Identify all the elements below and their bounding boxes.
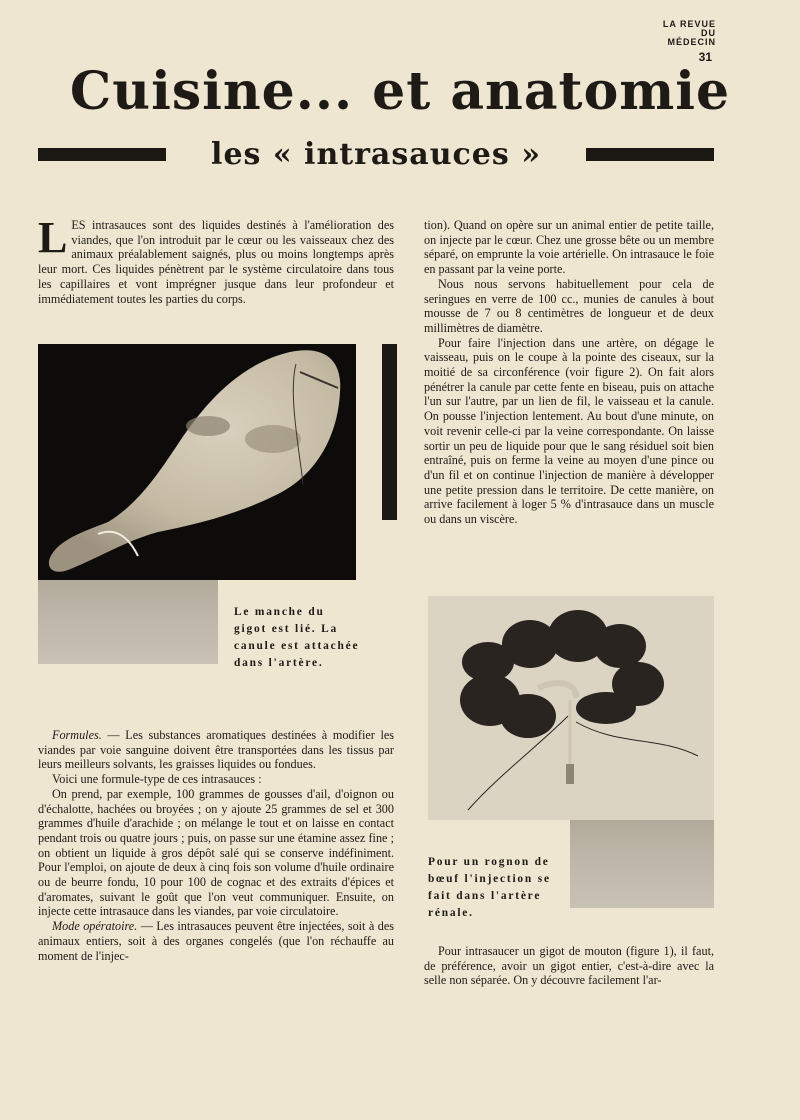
- column2-lower: [424, 944, 714, 988]
- kidney-illustration: [428, 596, 714, 820]
- page-number: 31: [698, 50, 712, 64]
- col2-para-2: Nous nous servons habituellement pour cela de seringues en verre de 100 cc., munies de canules à bout mousse de 7 ou 8 centimètres de longueur et de deux millimètres de diamètre.: [424, 276, 714, 335]
- formules-text: — Les substances aromatiques destinées à modifier les viandes par voie sanguine doivent être transportées dans les tissus par leurs meilleurs solvants, les graisses liquides ou fondues.: [38, 728, 394, 772]
- page-title: Cuisine... et anatomie: [69, 61, 731, 122]
- figure-gigot-photo: [38, 344, 356, 580]
- caption-fig2: Pour un rognon de bœuf l'injection se fait dans l'artère rénale.: [428, 856, 551, 919]
- gigot-illustration: [38, 344, 356, 580]
- mode-label: Mode opératoire.: [52, 919, 138, 934]
- masthead-line3: MÉDECIN: [667, 37, 716, 47]
- column2-upper: [424, 218, 714, 527]
- masthead: [663, 20, 716, 47]
- masthead-line1: LA REVUE: [662, 19, 716, 29]
- drop-cap: L: [38, 213, 68, 262]
- intro-text: ES intrasauces sont des liquides destinés à l'amélioration des viandes, que l'on introduit par le cœur ou les vaisseaux chez des animaux préalablement saignés, plus ou moins longtemps après leur mort. Ces liquides pénètrent par le système circulatoire dans tous les capillaires et vont imprégner jusque dans leur profondeur et immédiatement toutes les parties du corps.: [38, 218, 394, 306]
- col2-para-3: Pour faire l'injection dans une artère, on dégage le vaisseau, puis on le coupe à la pointe des ciseaux, sur la moitié de sa circonférence (voir figure 2). On fait alors pénétrer la canule par cette fente en biseau, puis on attache l'un sur l'autre, par un lien de fil, le vaisseau et la canule. On pousse l'injection lentement. Au bout d'une minute, on voit revenir celle-ci par la veine correspondante. On laisse sortir un peu de liquide pour que le sang résiduel soit bien entraîné, puis on ferme la veine au moyen d'une pince ou d'un fil et on continue l'injection de manière à développer une petite pression dans le territoire. De cette manière, on arrive facilement à loger 5 % d'intrasauce dans un muscle ou dans un viscère.: [424, 335, 714, 527]
- caption-fig1: Le manche du gigot est lié. La canule est attachée dans l'artère.: [234, 606, 360, 669]
- formula-recipe: On prend, par exemple, 100 grammes de gousses d'ail, d'oignon ou d'échalotte, hachées ou broyées ; on y ajoute 25 grammes de sel et 300 grammes d'huile d'arachide ; on mélange le tout et on laisse en contact pendant trois ou quatre jours ; puis, on passe sur une étamine assez fine ; on obtient un liquide à gros dépôt salé qui se conserve indéfiniment. Pour l'emploi, on ajoute de deux à cinq fois son volume d'huile ordinaire ou de beurre fondu, 10 pour 100 de cognac et des extraits d'épices et d'aromates, suivant le goût que l'on veut communiquer. Ensuite, on injecte cette intrasauce dans les viandes, par voie circulatoire.: [38, 786, 394, 919]
- grey-panel-fig2: [570, 820, 714, 908]
- subtitle-rule-left: [38, 148, 166, 161]
- column1-lower: [38, 728, 394, 963]
- formula-intro: Voici une formule-type de ces intrasauces :: [52, 772, 262, 787]
- subtitle-row: [38, 137, 714, 171]
- intro-paragraph: [38, 213, 394, 306]
- subtitle-rule-right: [586, 148, 714, 161]
- col2-para-1: tion). Quand on opère sur un animal entier de petite taille, on injecte par le cœur. Chez une grosse bête ou un membre séparé, on emprunte la voie artérielle. On intrasauce le foie en passant par la veine porte.: [424, 218, 714, 277]
- vertical-rule: [382, 344, 397, 520]
- grey-panel-fig1: [38, 580, 218, 664]
- mode-text: — Les intrasauces peuvent être injectées, soit à des animaux entiers, soit à des organes congelés (que l'on réchauffe au moment de l'injec-: [38, 919, 394, 963]
- subtitle: les « intrasauces »: [211, 136, 541, 172]
- figure-kidney-photo: [428, 596, 714, 820]
- masthead-line2: DU: [701, 28, 716, 38]
- col2-para-4: Pour intrasaucer un gigot de mouton (figure 1), il faut, de préférence, avoir un gigot entier, c'est-à-dire avec la selle non séparée. On y découvre facilement l'ar-: [424, 944, 714, 988]
- formules-label: Formules.: [52, 728, 102, 742]
